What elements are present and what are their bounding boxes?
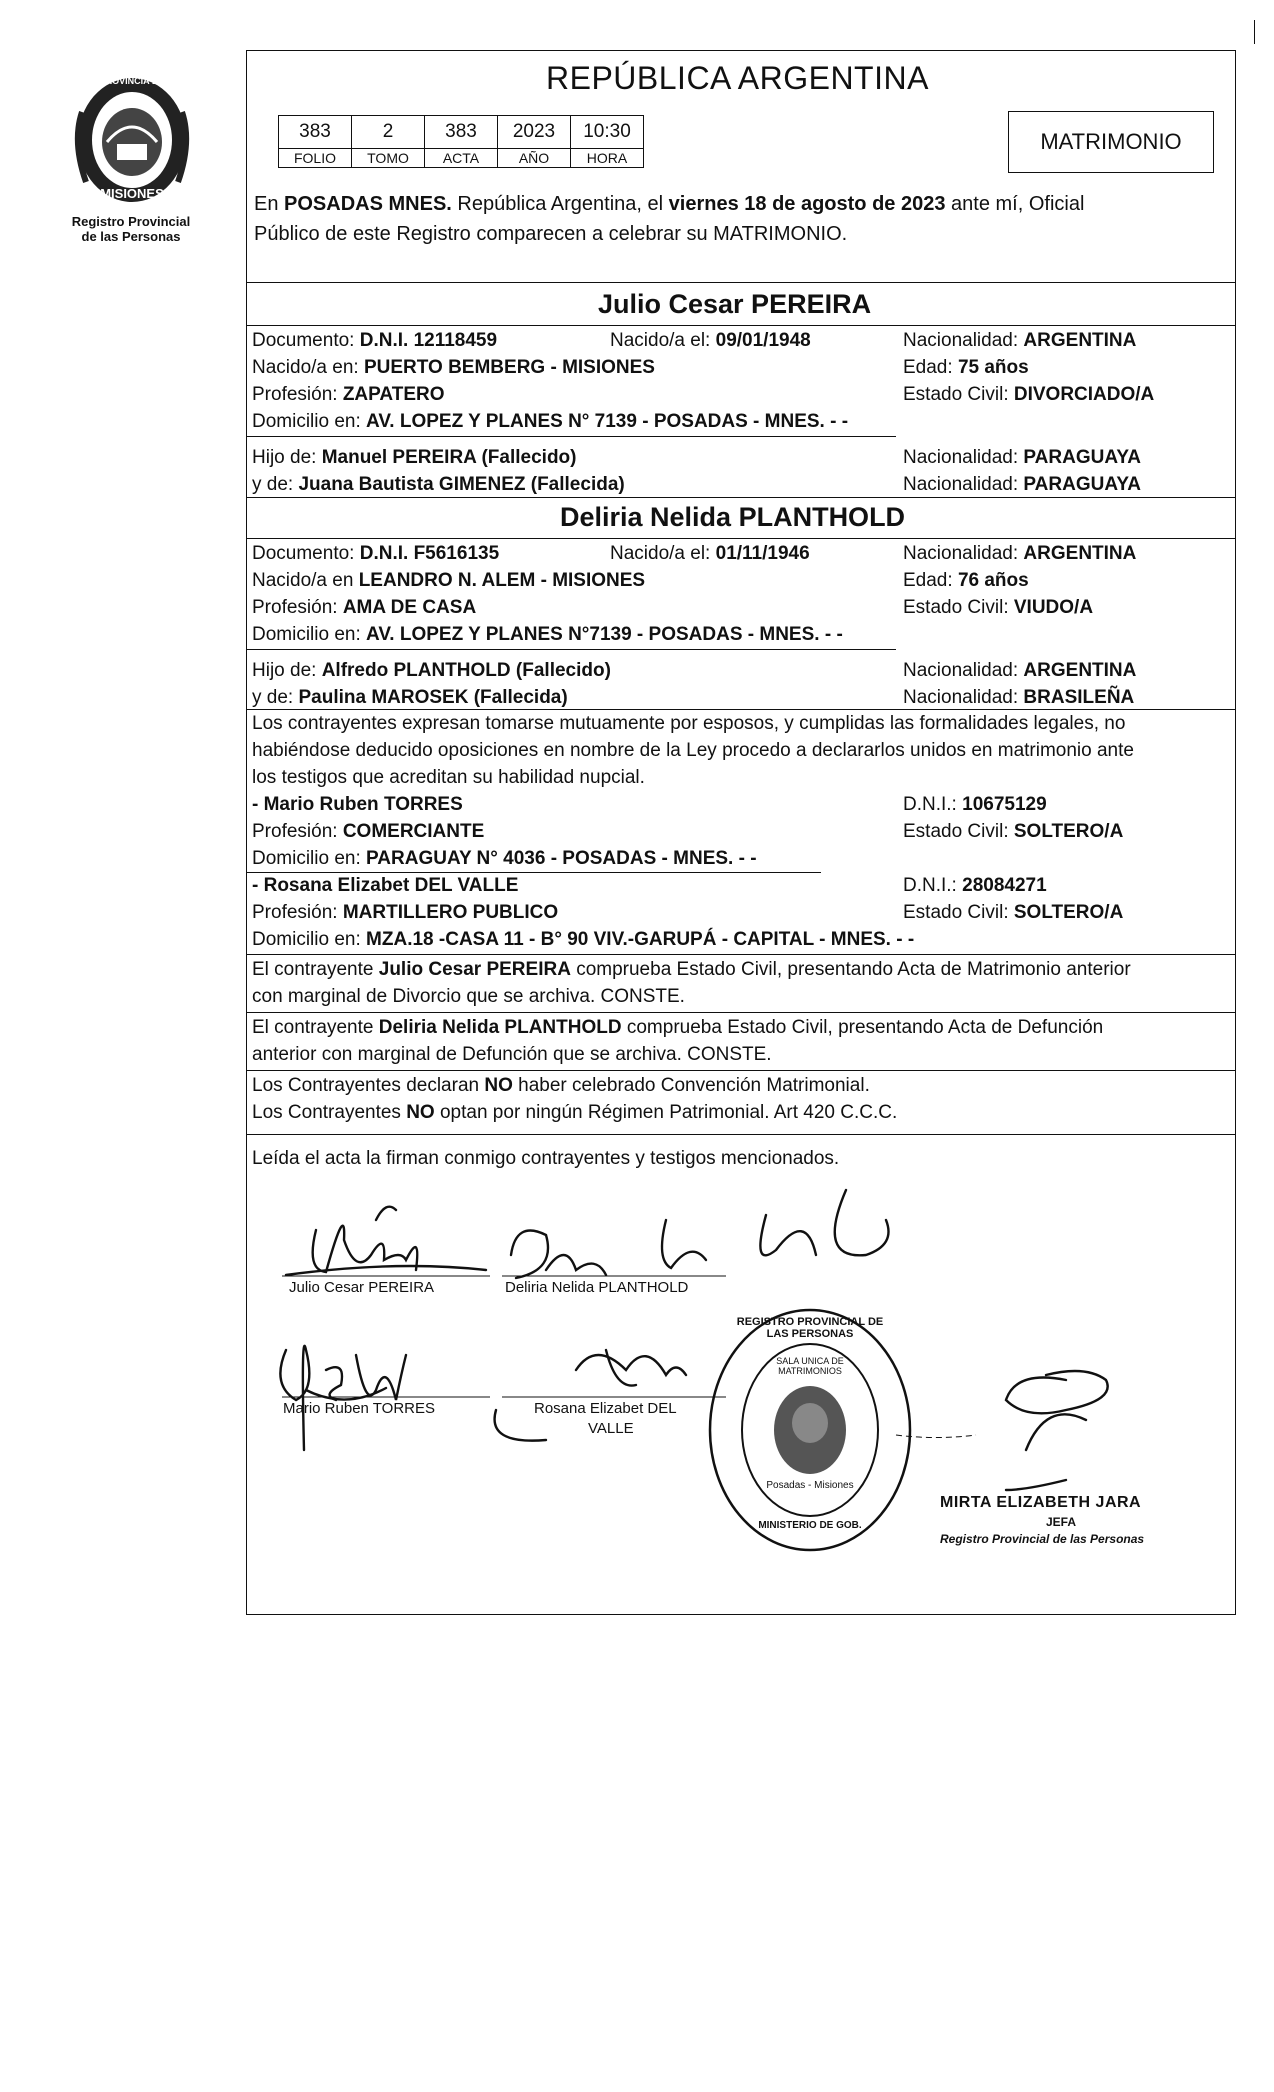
- spouse1-mother-label: y de:: [252, 474, 299, 495]
- acta-value: 383: [425, 116, 498, 149]
- spouse2-doc: D.N.I. F5616135: [359, 543, 500, 564]
- spouse2-name: Deliria Nelida PLANTHOLD: [560, 502, 906, 532]
- act-type-box: [1008, 111, 1214, 173]
- logo-ring-top: PROVINCIA DE: [99, 76, 165, 86]
- spouse2-father-label: Hijo de:: [252, 660, 322, 681]
- logo-ring-bottom: MISIONES: [100, 186, 164, 201]
- hora-label: HORA: [571, 149, 644, 168]
- spouse2-prof-label: Profesión:: [252, 597, 343, 618]
- intro-city: POSADAS MNES.: [284, 193, 452, 215]
- folio-value: 383: [279, 116, 352, 149]
- signature-label-witness2-b: VALLE: [588, 1420, 634, 1437]
- spouse2-father: Alfredo PLANTHOLD (Fallecido): [321, 660, 611, 681]
- spouse2-mother: Paulina MAROSEK (Fallecida): [298, 687, 568, 708]
- spouse2-born: 01/11/1946: [715, 543, 810, 564]
- note2-c: anterior con marginal de Defunción que se archiva. CONSTE.: [252, 1044, 772, 1065]
- witness1-civil: SOLTERO/A: [1013, 821, 1124, 842]
- declaration-line1: Los contrayentes expresan tomarse mutuamente por esposos, y cumplidas las formalidades legales, no: [252, 713, 1126, 734]
- spouse2-father-nat: ARGENTINA: [1023, 660, 1137, 681]
- spouse2-doc-label: Documento:: [252, 543, 360, 564]
- spouse1-father-nat-label: Nacionalidad:: [903, 447, 1024, 468]
- note1-c: con marginal de Divorcio que se archiva. CONSTE.: [252, 986, 685, 1007]
- intro-p3: ante mí, Oficial: [945, 193, 1085, 215]
- regime1-b: NO: [484, 1075, 513, 1096]
- anio-value: 2023: [498, 116, 571, 149]
- intro-date: viernes 18 de agosto de 2023: [668, 193, 946, 215]
- closing-text: Leída el acta la firman conmigo contrayentes y testigos mencionados.: [252, 1148, 840, 1169]
- official-name: MIRTA ELIZABETH JARA: [940, 1494, 1142, 1511]
- official-seal: [705, 1305, 915, 1555]
- spouse2-mother-nat: BRASILEÑA: [1023, 687, 1135, 708]
- page-title: REPÚBLICA ARGENTINA: [546, 60, 929, 96]
- spouse1-born: 09/01/1948: [715, 330, 811, 351]
- intro-p2: República Argentina, el: [451, 193, 669, 215]
- declaration-line3: los testigos que acreditan su habilidad nupcial.: [252, 767, 645, 788]
- signature-label-spouse1: Julio Cesar PEREIRA: [289, 1279, 435, 1296]
- spouse1-age-label: Edad:: [903, 357, 958, 378]
- note2-a: El contrayente: [252, 1017, 379, 1038]
- regime2-c: optan por ningún Régimen Patrimonial. Art 420 C.C.C.: [434, 1102, 898, 1123]
- spouse2-prof: AMA DE CASA: [342, 597, 477, 618]
- witness2-name: - Rosana Elizabet DEL VALLE: [252, 875, 519, 896]
- seal-bottom-text: MINISTERIO DE GOB.: [758, 1520, 862, 1531]
- spouse2-nat-label: Nacionalidad:: [903, 543, 1024, 564]
- witness2-civil: SOLTERO/A: [1013, 902, 1124, 923]
- spouse1-born-label: Nacido/a el:: [610, 330, 716, 351]
- witness2-prof-label: Profesión:: [252, 902, 343, 923]
- signature-label-spouse2: Deliria Nelida PLANTHOLD: [505, 1279, 689, 1296]
- note1-b: comprueba Estado Civil, presentando Acta de Matrimonio anterior: [570, 959, 1131, 980]
- intro-p1: En: [254, 193, 285, 215]
- anio-label: AÑO: [498, 149, 571, 168]
- spouse1-age: 75 años: [957, 357, 1029, 378]
- official-role: JEFA: [1046, 1515, 1077, 1529]
- edge-mark: [1254, 20, 1255, 44]
- spouse2-age-label: Edad:: [903, 570, 958, 591]
- acta-label: ACTA: [425, 149, 498, 168]
- spouse1-address: AV. LOPEZ Y PLANES N° 7139 - POSADAS - MNES. - -: [366, 411, 849, 432]
- witness2-dni-label: D.N.I.:: [903, 875, 963, 896]
- spouse1-address-label: Domicilio en:: [252, 411, 367, 432]
- official-office: Registro Provincial de las Personas: [940, 1532, 1145, 1546]
- declaration-line2: habiéndose deducido oposiciones en nombre de la Ley procedo a declararlos unidos en matrimonio ante: [252, 740, 1134, 761]
- logo-caption-2: de las Personas: [81, 229, 181, 244]
- witness1-dni-label: D.N.I.:: [903, 794, 963, 815]
- seal-inner-text: SALA UNICA DE MATRIMONIOS: [776, 1356, 844, 1376]
- spouse2-mother-nat-label: Nacionalidad:: [903, 687, 1024, 708]
- spouse1-civil: DIVORCIADO/A: [1013, 384, 1155, 405]
- spouse1-mother-nat: PARAGUAYA: [1023, 474, 1141, 495]
- spouse1-father: Manuel PEREIRA (Fallecido): [321, 447, 577, 468]
- spouse1-name: Julio Cesar PEREIRA: [598, 289, 872, 319]
- spouse1-prof-label: Profesión:: [252, 384, 343, 405]
- spouse2-nat: ARGENTINA: [1023, 543, 1137, 564]
- witness1-civil-label: Estado Civil:: [903, 821, 1014, 842]
- spouse2-civil: VIUDO/A: [1013, 597, 1094, 618]
- hora-value: 10:30: [571, 116, 644, 149]
- witness1-address-label: Domicilio en:: [252, 848, 367, 869]
- witness1-prof-label: Profesión:: [252, 821, 343, 842]
- witness2-address-label: Domicilio en:: [252, 929, 367, 950]
- folio-label: FOLIO: [279, 149, 352, 168]
- spouse1-nat: ARGENTINA: [1023, 330, 1137, 351]
- regime1-a: Los Contrayentes declaran: [252, 1075, 485, 1096]
- spouse1-prof: ZAPATERO: [342, 384, 445, 405]
- act-type: MATRIMONIO: [1040, 129, 1182, 154]
- witness1-prof: COMERCIANTE: [342, 821, 485, 842]
- spouse1-mother: Juana Bautista GIMENEZ (Fallecida): [298, 474, 625, 495]
- spouse2-address-label: Domicilio en:: [252, 624, 367, 645]
- regime2-a: Los Contrayentes: [252, 1102, 407, 1123]
- tomo-value: 2: [352, 116, 425, 149]
- intro-paragraph: [254, 191, 1229, 247]
- spouse2-birthplace: LEANDRO N. ALEM - MISIONES: [358, 570, 646, 591]
- spouse1-doc: D.N.I. 12118459: [359, 330, 498, 351]
- note1-a: El contrayente: [252, 959, 379, 980]
- witness2-address: MZA.18 -CASA 11 - B° 90 VIV.-GARUPÁ - CAPITAL - MNES. - -: [366, 929, 915, 950]
- spouse2-birthplace-label: Nacido/a en: [252, 570, 359, 591]
- spouse1-birthplace: PUERTO BEMBERG - MISIONES: [363, 357, 655, 378]
- registry-numbers: [278, 115, 644, 168]
- signature-label-witness2: Rosana Elizabet DEL: [534, 1400, 677, 1417]
- witness1-name: - Mario Ruben TORRES: [252, 794, 463, 815]
- witness2-civil-label: Estado Civil:: [903, 902, 1014, 923]
- seal-outer-text: REGISTRO PROVINCIAL DE LAS PERSONAS: [736, 1316, 884, 1340]
- logo-caption-1: Registro Provincial: [71, 214, 191, 229]
- spouse2-age: 76 años: [957, 570, 1029, 591]
- tomo-label: TOMO: [352, 149, 425, 168]
- spouse1-birthplace-label: Nacido/a en:: [252, 357, 364, 378]
- note2-b: comprueba Estado Civil, presentando Acta de Defunción: [621, 1017, 1104, 1038]
- signature-label-witness1: Mario Ruben TORRES: [283, 1400, 436, 1417]
- spouse2-civil-label: Estado Civil:: [903, 597, 1014, 618]
- regime1-c: haber celebrado Convención Matrimonial.: [512, 1075, 870, 1096]
- regime2-b: NO: [406, 1102, 435, 1123]
- witness2-dni: 28084271: [962, 875, 1047, 896]
- spouse1-doc-label: Documento:: [252, 330, 360, 351]
- intro-line2: Público de este Registro comparecen a celebrar su MATRIMONIO.: [254, 223, 848, 245]
- witness1-address: PARAGUAY N° 4036 - POSADAS - MNES. - -: [366, 848, 757, 869]
- witness1-dni: 10675129: [962, 794, 1047, 815]
- seal-city-text: Posadas - Misiones: [766, 1480, 854, 1491]
- spouse1-father-nat: PARAGUAYA: [1023, 447, 1141, 468]
- note1-name: Julio Cesar PEREIRA: [378, 959, 571, 980]
- spouse1-civil-label: Estado Civil:: [903, 384, 1014, 405]
- spouse1-nat-label: Nacionalidad:: [903, 330, 1024, 351]
- witness2-prof: MARTILLERO PUBLICO: [342, 902, 559, 923]
- spouse2-address: AV. LOPEZ Y PLANES N°7139 - POSADAS - MNES. - -: [366, 624, 843, 645]
- spouse2-mother-label: y de:: [252, 687, 299, 708]
- note2-name: Deliria Nelida PLANTHOLD: [378, 1017, 622, 1038]
- spouse2-father-nat-label: Nacionalidad:: [903, 660, 1024, 681]
- spouse2-born-label: Nacido/a el:: [610, 543, 716, 564]
- spouse1-father-label: Hijo de:: [252, 447, 322, 468]
- spouse1-mother-nat-label: Nacionalidad:: [903, 474, 1024, 495]
